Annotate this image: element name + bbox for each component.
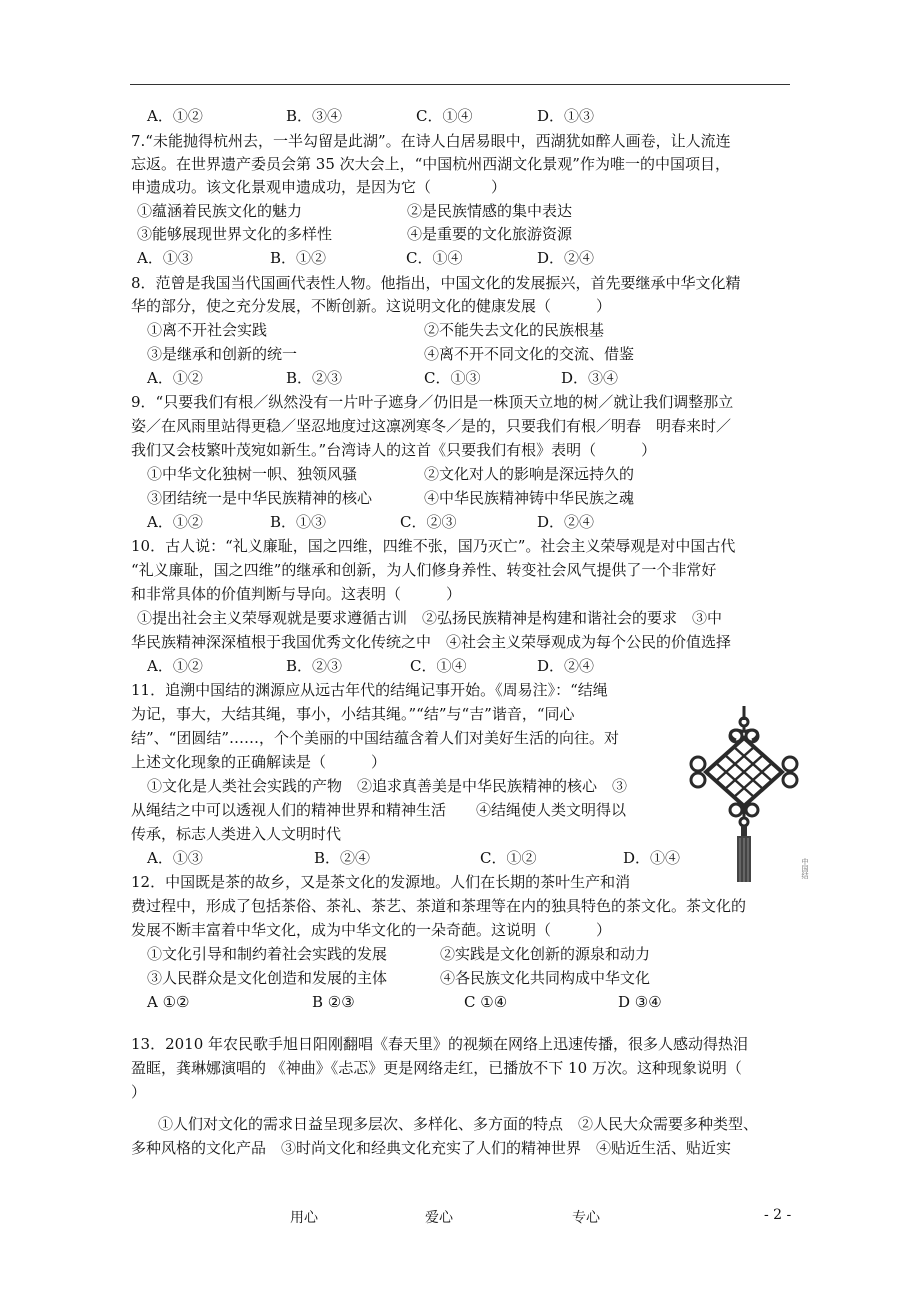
option-item: B．②③ xyxy=(286,657,343,675)
page-number: - 2 - xyxy=(764,1207,792,1223)
text-line: 我们又会枝繁叶茂宛如新生。”台湾诗人的这首《只要我们有根》表明（ ） xyxy=(131,441,657,459)
option-item: D．①④ xyxy=(623,849,681,867)
option-item: B．①② xyxy=(270,249,327,267)
text-line: 盈眶，龚琳娜演唱的 《神曲》《忐忑》更是网络走红，已播放不下 10 万次。这种现象说明（ xyxy=(131,1059,742,1077)
option-item: ②不能失去文化的民族根基 xyxy=(424,321,605,339)
option-item: ④中华民族精神铸中华民族之魂 xyxy=(424,489,635,507)
option-item: A．①② xyxy=(147,369,203,387)
option-item: A．①② xyxy=(147,107,203,125)
text-line: 12．中国既是茶的故乡，又是茶文化的发源地。人们在长期的茶叶生产和消 xyxy=(131,873,631,891)
text-line: 传承，标志人类进入人文明时代 xyxy=(131,825,342,843)
text-line: 发展不断丰富着中华文化，成为中华文化的一朵奇葩。这说明（ ） xyxy=(131,921,612,939)
option-item: A．①③ xyxy=(147,849,203,867)
text-line: 费过程中，形成了包括茶俗、茶礼、茶艺、茶道和茶理等在内的独具特色的茶文化。茶文化的 xyxy=(131,897,747,915)
option-item: C．①④ xyxy=(406,249,463,267)
text-line: “礼义廉耻，国之四维”的继承和创新，为人们修身养性、转变社会风气提供了一个非常好 xyxy=(131,561,717,579)
option-item: D ③④ xyxy=(618,993,662,1011)
text-line: 9．“只要我们有根／纵然没有一片叶子遮身／仍旧是一株顶天立地的树／就让我们调整那立 xyxy=(131,393,734,411)
text-line: 13．2010 年农民歌手旭日阳刚翻唱《春天里》的视频在网络上迅速传播，很多人感动得热泪 xyxy=(131,1035,749,1053)
option-item: C．①② xyxy=(480,849,537,867)
option-item: D．②④ xyxy=(537,513,595,531)
text-line: 结”、“团圆结”……，个个美丽的中国结蕴含着人们对美好生活的向往。对 xyxy=(131,729,620,747)
option-item: ④各民族文化共同构成中华文化 xyxy=(440,969,651,987)
image-caption: 中国结 xyxy=(801,858,809,879)
option-item: ①文化引导和制约着社会实践的发展 xyxy=(147,945,388,963)
text-line: 8．范曾是我国当代国画代表性人物。他指出，中国文化的发展振兴，首先要继承中华文化精 xyxy=(131,274,741,292)
text-line: ①文化是人类社会实践的产物 ②追求真善美是中华民族精神的核心 ③ xyxy=(147,777,628,795)
text-line: 上述文化现象的正确解读是（ ） xyxy=(131,753,387,771)
text-line: 华民族精神深深植根于我国优秀文化传统之中 ④社会主义荣辱观成为每个公民的价值选择 xyxy=(131,633,732,651)
option-item: A．①② xyxy=(147,657,203,675)
option-item: B．③④ xyxy=(286,107,343,125)
option-item: B．②④ xyxy=(314,849,371,867)
option-item: ④离不开不同文化的交流、借鉴 xyxy=(424,345,635,363)
text-line: 10．古人说：“礼义廉耻，国之四维，四维不张，国乃灭亡”。社会主义荣辱观是对中国古代 xyxy=(131,537,736,555)
footer-item-3: 专心 xyxy=(572,1210,600,1226)
option-item: D．②④ xyxy=(537,657,595,675)
option-item: ②实践是文化创新的源泉和动力 xyxy=(440,945,651,963)
option-item: ②文化对人的影响是深远持久的 xyxy=(424,465,635,483)
text-line: ） xyxy=(131,1083,147,1101)
option-item: C．①④ xyxy=(416,107,473,125)
option-item: ③人民群众是文化创造和发展的主体 xyxy=(147,969,388,987)
option-item: B．②③ xyxy=(286,369,343,387)
text-line: 姿／在风雨里站得更稳／坚忍地度过这凛冽寒冬／是的，只要我们有根／明春 明春来时／ xyxy=(131,417,732,435)
option-item: ①离不开社会实践 xyxy=(147,321,268,339)
option-item: ③能够展现世界文化的多样性 xyxy=(137,225,333,243)
option-item: D．③④ xyxy=(561,369,619,387)
text-line: 7.“未能抛得杭州去，一半勾留是此湖”。在诗人白居易眼中，西湖犹如醉人画卷，让人流连 xyxy=(131,132,731,150)
option-item: D．②④ xyxy=(537,249,595,267)
text-line: ①人们对文化的需求日益呈现多层次、多样化、多方面的特点 ②人民大众需要多种类型、 xyxy=(158,1115,759,1133)
option-item: A．①② xyxy=(147,513,203,531)
option-item: ③是继承和创新的统一 xyxy=(147,345,298,363)
option-item: ①蕴涵着民族文化的魅力 xyxy=(137,202,303,220)
text-line: 申遗成功。该文化景观申遗成功，是因为它（ ） xyxy=(131,178,507,196)
footer-item-1: 用心 xyxy=(290,1210,318,1226)
option-item: C．①④ xyxy=(410,657,467,675)
option-item: ③团结统一是中华民族精神的核心 xyxy=(147,489,373,507)
option-item: C．②③ xyxy=(400,513,457,531)
text-line: 和非常具体的价值判断与导向。这表明（ ） xyxy=(131,585,462,603)
option-item: A ①② xyxy=(147,993,190,1011)
chinese-knot-image xyxy=(686,706,801,884)
option-item: D．①③ xyxy=(537,107,595,125)
text-line: 忘返。在世界遗产委员会第 35 次大会上，“中国杭州西湖文化景观”作为唯一的中国项目， xyxy=(131,155,730,173)
text-line: ①提出社会主义荣辱观就是要求遵循古训 ②弘扬民族精神是构建和谐社会的要求 ③中 xyxy=(137,609,723,627)
option-item: ①中华文化独树一帜、独领风骚 xyxy=(147,465,358,483)
header-rule xyxy=(130,84,790,85)
option-item: ②是民族情感的集中表达 xyxy=(407,202,573,220)
text-line: 华的部分，使之充分发展，不断创新。这说明文化的健康发展（ ） xyxy=(131,297,612,315)
option-item: A．①③ xyxy=(137,249,193,267)
footer-item-2: 爱心 xyxy=(425,1210,453,1226)
text-line: 多种风格的文化产品 ③时尚文化和经典文化充实了人们的精神世界 ④贴近生活、贴近实 xyxy=(131,1139,732,1157)
text-line: 11．追溯中国结的渊源应从远古年代的结绳记事开始。《周易注》：“结绳 xyxy=(131,681,608,699)
option-item: ④是重要的文化旅游资源 xyxy=(407,225,573,243)
text-line: 为记，事大，大结其绳，事小，小结其绳。”“结”与“吉”谐音，“同心 xyxy=(131,705,575,723)
option-item: C ①④ xyxy=(464,993,508,1011)
text-line: 从绳结之中可以透视人们的精神世界和精神生活 ④结绳使人类文明得以 xyxy=(131,801,627,819)
option-item: C．①③ xyxy=(424,369,481,387)
option-item: B ②③ xyxy=(312,993,355,1011)
option-item: B．①③ xyxy=(270,513,327,531)
